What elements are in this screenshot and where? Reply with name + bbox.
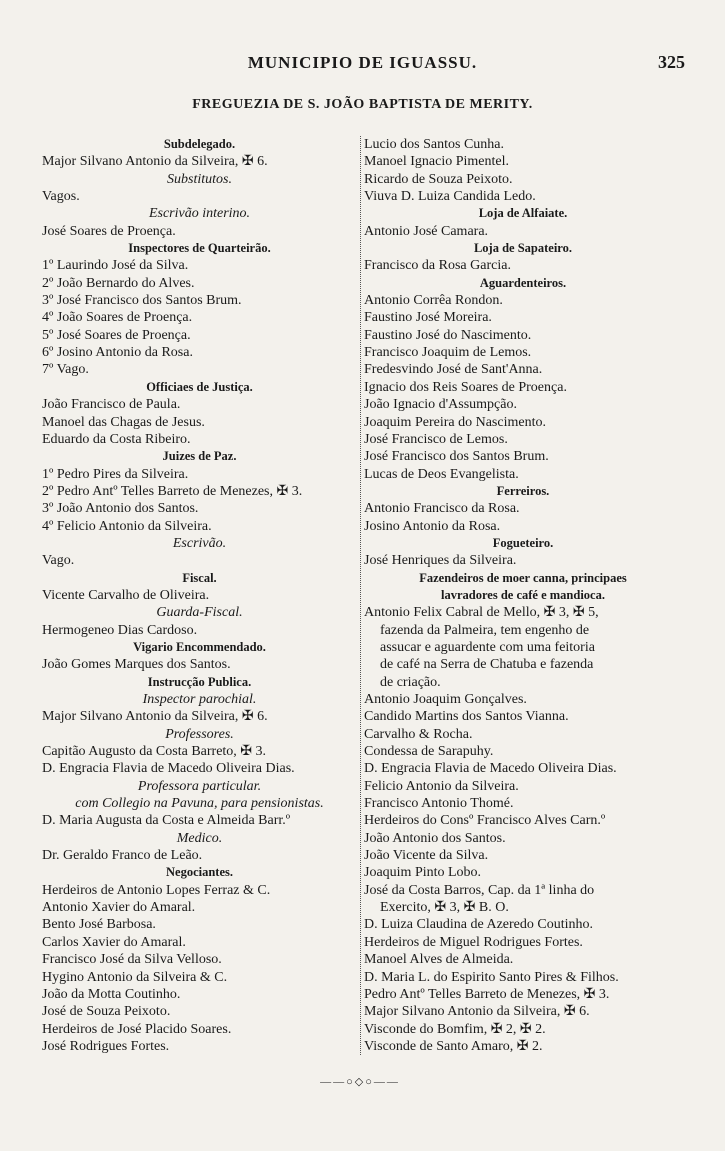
entry-line: Francisco Antonio Thomé. <box>364 796 514 812</box>
role-title: Substitutos. <box>167 171 232 187</box>
entry-line: Fredesvindo José de Sant'Anna. <box>364 362 543 378</box>
entry-line: 2º João Bernardo do Alves. <box>42 275 195 291</box>
section-heading: Instrucção Publica. <box>147 674 252 689</box>
entry-line: 3º João Antonio dos Santos. <box>42 501 199 517</box>
entry-line: João Vicente da Silva. <box>364 848 489 864</box>
entry-line: 7º Vago. <box>42 362 89 378</box>
entry-line: Josino Antonio da Rosa. <box>364 518 501 534</box>
entry-line: Hermogeneo Dias Cardoso. <box>42 622 198 638</box>
entry-line: Antonio Francisco da Rosa. <box>364 501 520 517</box>
entry-line: José Soares de Proença. <box>42 223 176 239</box>
entry-line: Manoel Ignacio Pimentel. <box>364 154 510 170</box>
section-heading: Loja de Sapateiro. <box>473 241 573 256</box>
entry-line: João Gomes Marques dos Santos. <box>42 657 231 673</box>
entry-line: Francisco da Rosa Garcia. <box>364 258 511 274</box>
entry-line: Vicente Carvalho de Oliveira. <box>42 587 210 603</box>
entry-line: José Francisco dos Santos Brum. <box>364 449 549 465</box>
page-number: 325 <box>658 52 685 72</box>
entry-line: Carvalho & Rocha. <box>364 726 473 742</box>
entry-line: Carlos Xavier do Amaral. <box>42 934 186 950</box>
entry-line: fazenda da Palmeira, tem engenho de <box>380 622 590 638</box>
entry-line: José Francisco de Lemos. <box>364 431 508 447</box>
entry-line: de criação. <box>380 674 441 690</box>
entry-line: Viuva D. Luiza Candida Ledo. <box>364 189 536 205</box>
right-column <box>360 136 682 1055</box>
entry-line: Antonio Joaquim Gonçalves. <box>364 692 527 707</box>
entry-line: Francisco José da Silva Velloso. <box>42 952 222 968</box>
entry-line: Lucio dos Santos Cunha. <box>364 137 504 152</box>
entry-line: 5º José Soares de Proença. <box>42 327 191 343</box>
section-heading: Subdelegado. <box>163 137 236 151</box>
section-title: FREGUEZIA DE S. JOÃO BAPTISTA DE MERITY. <box>192 97 533 112</box>
entry-line: Dr. Geraldo Franco de Leão. <box>42 848 203 864</box>
entry-line: Vago. <box>42 553 75 569</box>
entry-line: Manoel Alves de Almeida. <box>364 952 514 968</box>
entry-line: Joaquim Pinto Lobo. <box>364 865 482 881</box>
section-heading: Aguardenteiros. <box>479 275 567 290</box>
entry-line: Major Silvano Antonio da Silveira, ✠ 6. <box>42 154 268 170</box>
entry-line: Major Silvano Antonio da Silveira, ✠ 6. <box>364 1004 590 1020</box>
entry-line: Capitão Augusto da Costa Barreto, ✠ 3. <box>42 744 267 760</box>
section-heading: Ferreiros. <box>496 483 550 498</box>
entry-line: 4º João Soares de Proença. <box>42 310 193 326</box>
entry-line: Manoel das Chagas de Jesus. <box>42 414 205 430</box>
section-heading: Fogueteiro. <box>492 535 554 550</box>
entry-line: João da Motta Coutinho. <box>42 986 181 1002</box>
entry-line: D. Engracia Flavia de Macedo Oliveira Dias. <box>42 761 295 777</box>
entry-line: Visconde de Santo Amaro, ✠ 2. <box>364 1038 543 1054</box>
entry-line: Faustino José Moreira. <box>364 310 492 326</box>
entry-line: Ignacio dos Reis Soares de Proença. <box>364 379 567 395</box>
entry-line: assucar e aguardente com uma feitoria <box>380 639 595 655</box>
entry-line: Major Silvano Antonio da Silveira, ✠ 6. <box>42 709 268 725</box>
entry-line: Herdeiros de Antonio Lopes Ferraz & C. <box>42 882 271 898</box>
entry-line: Visconde do Bomfim, ✠ 2, ✠ 2. <box>364 1021 546 1037</box>
entry-line: Exercito, ✠ 3, ✠ B. O. <box>380 900 509 916</box>
entry-line: Antonio Xavier do Amaral. <box>42 900 196 916</box>
entry-line: Felicio Antonio da Silveira. <box>364 778 519 794</box>
entry-line: D. Maria L. do Espirito Santo Pires & Filhos. <box>364 969 619 985</box>
entry-line: João Ignacio d'Assumpção. <box>364 397 517 413</box>
left-column <box>42 136 357 1055</box>
entry-line: Pedro Antº Telles Barreto de Menezes, ✠ 3. <box>364 986 610 1002</box>
entry-line: João Francisco de Paula. <box>42 397 181 413</box>
entry-line: Antonio Corrêa Rondon. <box>364 293 503 309</box>
entry-line: José de Souza Peixoto. <box>42 1004 171 1020</box>
end-ornament: ——○◇○—— <box>320 1076 400 1088</box>
entry-line: 6º Josino Antonio da Rosa. <box>42 345 193 361</box>
entry-line: de café na Serra de Chatuba e fazenda <box>380 657 594 673</box>
role-title: Medico. <box>176 830 223 846</box>
section-heading: Officiaes de Justiça. <box>146 379 253 394</box>
entry-line: José Rodrigues Fortes. <box>42 1038 170 1054</box>
role-title: Escrivão interino. <box>148 206 251 222</box>
section-heading: Negociantes. <box>166 865 233 880</box>
entry-line: 1º Laurindo José da Silva. <box>42 258 189 274</box>
entry-line: Condessa de Sarapuhy. <box>364 744 494 760</box>
section-heading: Inspectores de Quarteirão. <box>128 241 271 256</box>
role-title: Guarda-Fiscal. <box>156 605 243 621</box>
entry-line: D. Luiza Claudina de Azeredo Coutinho. <box>364 917 593 933</box>
entry-line: José Henriques da Silveira. <box>364 553 517 569</box>
entry-line: 2º Pedro Antº Telles Barreto de Menezes, ✠ 3. <box>42 483 303 499</box>
entry-line: Lucas de Deos Evangelista. <box>364 466 519 482</box>
section-heading: Vigario Encommendado. <box>133 639 266 654</box>
role-title: Professora particular. <box>137 778 262 794</box>
entry-line: Hygino Antonio da Silveira & C. <box>42 969 228 985</box>
entry-line: João Antonio dos Santos. <box>364 830 506 846</box>
role-title: com Collegio na Pavuna, para pensionistas. <box>75 796 324 812</box>
section-heading: Loja de Alfaiate. <box>478 206 568 221</box>
entry-line: Herdeiros do Consº Francisco Alves Carn.º <box>364 813 606 829</box>
entry-line: D. Engracia Flavia de Macedo Oliveira Dias. <box>364 761 617 777</box>
entry-line: Herdeiros de José Placido Soares. <box>42 1021 232 1037</box>
entry-line: 3º José Francisco dos Santos Brum. <box>42 293 242 309</box>
section-heading: Juizes de Paz. <box>162 449 237 464</box>
role-title: Escrivão. <box>172 535 227 551</box>
section-heading: Fiscal. <box>182 570 217 585</box>
section-heading: lavradores de café e mandioca. <box>441 587 605 602</box>
entry-line: 4º Felicio Antonio da Silveira. <box>42 518 212 534</box>
section-heading: Fazendeiros de moer canna, principaes <box>419 570 627 585</box>
role-title: Inspector parochial. <box>142 692 257 707</box>
entry-line: Francisco Joaquim de Lemos. <box>364 345 532 361</box>
entry-line: Herdeiros de Miguel Rodrigues Fortes. <box>364 934 583 950</box>
running-header: MUNICIPIO DE IGUASSU. <box>247 53 478 72</box>
entry-line: Ricardo de Souza Peixoto. <box>364 171 513 187</box>
entry-line: Bento José Barbosa. <box>42 917 156 933</box>
entry-line: D. Maria Augusta da Costa e Almeida Barr.º <box>42 813 291 829</box>
entry-line: Antonio Felix Cabral de Mello, ✠ 3, ✠ 5, <box>364 605 599 621</box>
role-title: Professores. <box>165 726 234 742</box>
entry-line: Faustino José do Nascimento. <box>364 327 532 343</box>
entry-line: 1º Pedro Pires da Silveira. <box>42 466 189 482</box>
entry-line: Joaquim Pereira do Nascimento. <box>364 414 546 430</box>
entry-line: José da Costa Barros, Cap. da 1ª linha do <box>364 882 595 898</box>
entry-line: Vagos. <box>42 189 80 205</box>
entry-line: Antonio José Camara. <box>364 223 489 239</box>
entry-line: Candido Martins dos Santos Vianna. <box>364 709 569 725</box>
entry-line: Eduardo da Costa Ribeiro. <box>42 431 191 447</box>
